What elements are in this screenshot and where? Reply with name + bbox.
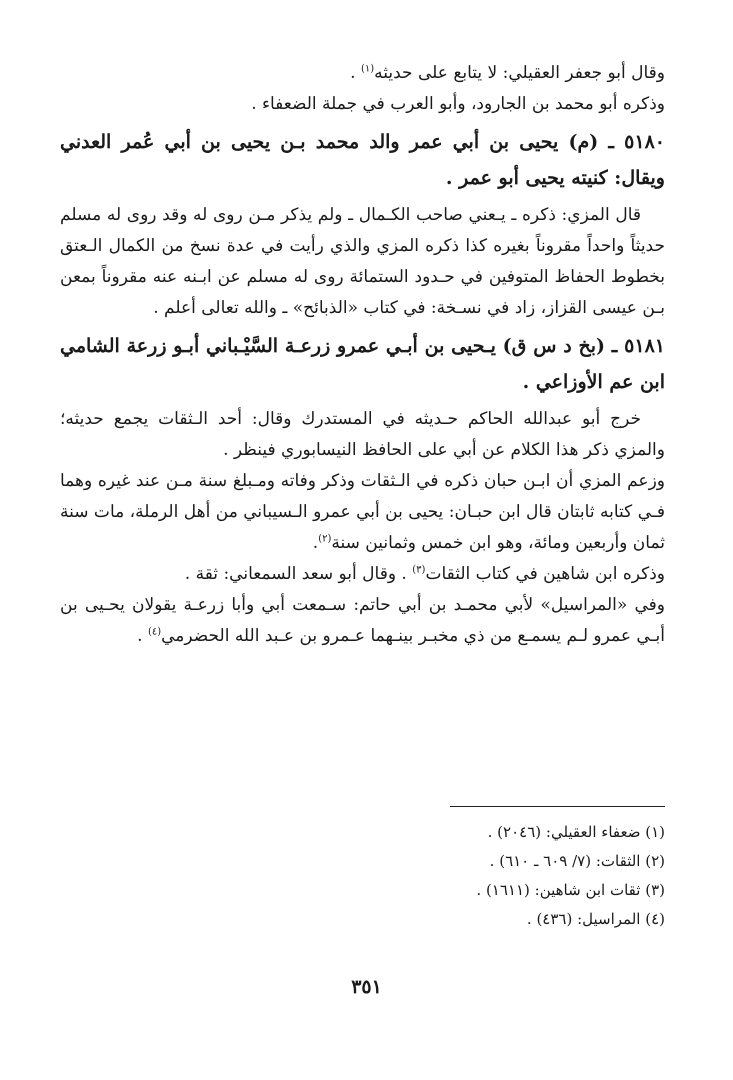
footnote-4: (٤) المراسيل: (٤٣٦) . bbox=[526, 910, 665, 928]
footnote-3: (٣) ثقات ابن شاهين: (١٦١١) . bbox=[476, 881, 665, 899]
paragraph bbox=[60, 58, 665, 89]
text-run: وذكره ابن شاهين في كتاب الثقات bbox=[425, 564, 665, 584]
paragraph: خرج أبو عبدالله الحاكم حـديثه في المستدرك وقال: أحد الـثقات يجمع حديثه؛ والمزي ذكر هذا الكلام عن أبي على الحافظ النيسابوري فينظر . bbox=[60, 409, 665, 460]
main-text bbox=[60, 58, 665, 652]
footnote-ref-4: (٤) bbox=[147, 626, 162, 638]
paragraph bbox=[60, 590, 665, 652]
footnote-ref-2: (٢) bbox=[318, 533, 332, 545]
paragraph bbox=[60, 466, 665, 559]
paragraph: وذكره أبو محمد بن الجارود، وأبو العرب في جملة الضعفاء . bbox=[251, 94, 665, 114]
footnote-2: (٢) الثقات: (٧/ ٦٠٩ ـ ٦١٠) . bbox=[489, 852, 665, 870]
text-run: . bbox=[312, 533, 319, 553]
entry-heading-5180: ٥١٨٠ ـ (م) يحيى بن أبي عمر والد محمد بـن يحيى بن أبي عُمر العدني ويقال: كنيته يحيى أبو عمر . bbox=[60, 131, 665, 189]
text-run: وفي «المراسيل» لأبي محمـد بن أبي حاتم: سـمعت أبي وأبا زرعـة يقولان يحـيى بن أبـي عمرو لـم يسمـع من ذي مخبـر بينـهما عـمرو بن عـبد الله الحضرمي bbox=[60, 595, 665, 646]
footnote-1: (١) ضعفاء العقيلي: (٢٠٤٦) . bbox=[487, 823, 665, 841]
footnotes bbox=[200, 818, 665, 934]
page-number: ٣٥١ bbox=[351, 976, 382, 998]
text-run: . bbox=[137, 626, 148, 646]
footnote-ref-3: (٣) bbox=[412, 564, 426, 576]
footnote-divider bbox=[450, 806, 665, 807]
text-run: . bbox=[350, 63, 361, 83]
text-run: وقال أبو جعفر العقيلي: لا يتابع على حديثه bbox=[374, 63, 665, 83]
entry-text-5180: قال المزي: ذكره ـ يـعني صاحب الكـمال ـ ولم يذكر مـن روى له وقد روى له مسلم حديثاً واحداً مقروناً بغيره كذا ذكره المزي والذي رأيت في عدة نسخ من الكمال الـعتق بخطوط الحفاظ المتوفين في حـدود الستمائة روى له مسلم عن ابـنه عنه مقروناً بمعن بـن عيسى القزاز، زاد في نسـخة: في كتاب «الذبائح» ـ والله تعالى أعلم . bbox=[60, 205, 665, 318]
paragraph bbox=[60, 559, 665, 590]
text-run: . وقال أبو سعد السمعاني: ثقة . bbox=[184, 564, 413, 584]
text-run: وزعم المزي أن ابـن حبان ذكره في الـثقات وذكر وفاته ومـبلغ سنة مـن عند غيره وهما فـي كتابه ثابتان قال ابن حبـان: يحيى بن أبي عمرو الـسيباني من أهل الرملة، مات سنة ثمان وأربعين ومائة، وهو ابن خمس وثمانين سنة bbox=[60, 471, 665, 553]
entry-heading-5181: ٥١٨١ ـ (بخ د س ق) يـحيى بن أبـي عمرو زرعـة السَّيْـباني أبـو زرعة الشامي ابن عم الأوزاعي . bbox=[60, 335, 665, 393]
footnote-ref-1: (١) bbox=[360, 63, 375, 75]
